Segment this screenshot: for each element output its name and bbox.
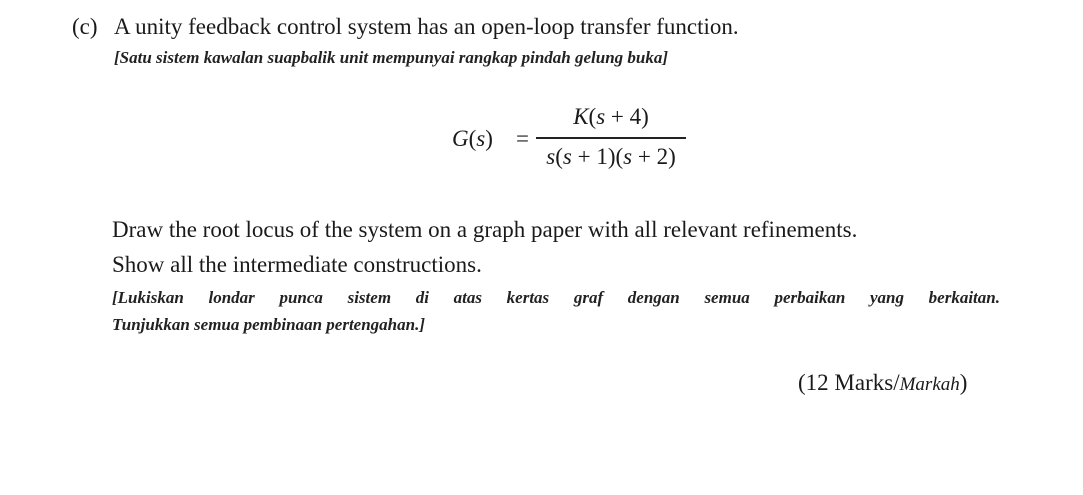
question-translation: [Satu sistem kawalan suapbalik unit mempunyai rangkap pindah gelung buka]: [114, 48, 669, 67]
instruction-translation-line-1: [Lukiskan londar punca sistem di atas kertas graf dengan semua perbaikan yang berkaitan.: [112, 288, 1000, 307]
marks-translation: Markah: [899, 374, 960, 395]
instruction-line-2: Show all the intermediate constructions.: [112, 252, 482, 277]
equation-numerator: K(s + 4): [573, 104, 649, 129]
question-label: (c): [72, 14, 98, 39]
transfer-function-equation: [452, 104, 772, 184]
fraction-bar: [536, 137, 686, 139]
equation-lhs: G(s): [452, 126, 493, 151]
question-text: A unity feedback control system has an open-loop transfer function.: [114, 14, 739, 39]
lhs-variable: s: [476, 126, 486, 151]
instruction-translation-line-2: Tunjukkan semua pembinaan pertengahan.]: [112, 315, 425, 334]
instruction-line-1: Draw the root locus of the system on a graph paper with all relevant refinements.: [112, 217, 858, 242]
marks-count: 12: [805, 370, 829, 395]
lhs-function: G: [452, 126, 469, 151]
marks-allocation: (12 Marks/Markah): [798, 370, 968, 395]
equation-equals: =: [516, 126, 529, 151]
equation-denominator: s(s + 1)(s + 2): [546, 144, 676, 169]
